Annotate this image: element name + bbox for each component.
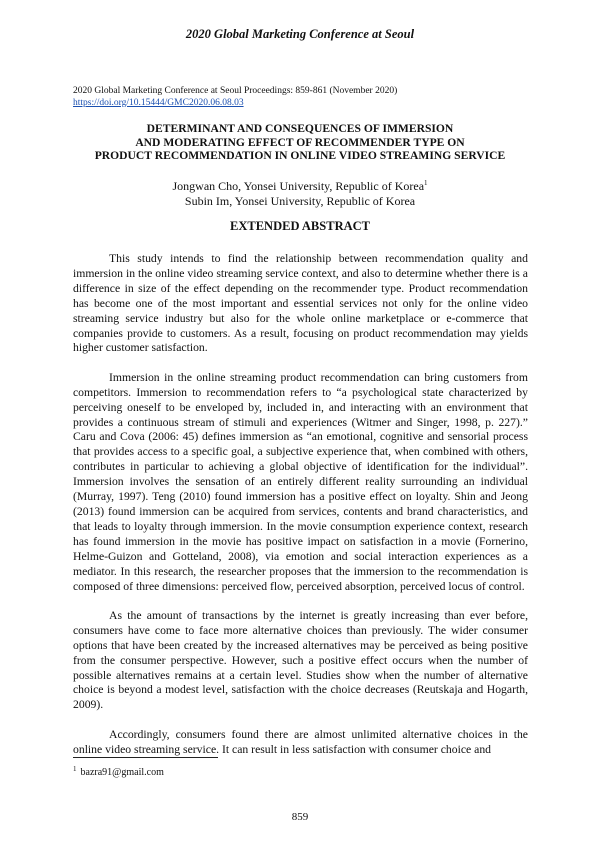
proceedings-citation: 2020 Global Marketing Conference at Seoul Proceedings: 859-861 (November 2020) [73,86,398,96]
paragraph-2: Immersion in the online streaming product recommendation can bring customers from competitors. Immersion to recommendation refers to “a psychological state characterized by perceiving oneself to be enveloped by, included in, and interacting with an environment that provides a continuous stream of stimuli and experiences (Witmer and Singer, 1998, p. 227).” Caru and Cova (2006: 45) defines immersion as “an emotional, cognitive and sensorial process that provides access to a specific goal, a subjective experience that, when combined with others, contributes in particular to achieving a global objective of identification for the individual”. Immersion involves the sensation of an entirely different reality surrounding an individual (Murray, 1997). Teng (2010) found immersion has a positive effect on loyalty. Shin and Jeong (2013) found immersion can be acquired from services, contents and brand characteristics, and that leads to loyalty through immersion. In the movie consumption experience context, research has found immersion in the movie has positive impact on satisfaction in a movie (Fornerino, Helme-Guizon and Gotteland, 2008), via emotion and social interaction experiences as a mediator. In this research, the researcher proposes that the immersion to the recommendation is composed of three dimensions: perceived flow, perceived absorption, perceived locus of control. [73,370,528,593]
title-line-2: AND MODERATING EFFECT OF RECOMMENDER TYPE ON [135,135,465,149]
author-block [40,176,560,209]
author-2: Subin Im, Yonsei University, Republic of Korea [184,194,416,208]
author-line-2 [40,194,560,209]
author-1-footnote-mark: 1 [424,179,428,187]
title-line-3: PRODUCT RECOMMENDATION IN ONLINE VIDEO STREAMING SERVICE [94,149,506,162]
author-1: Jongwan Cho, Yonsei University, Republic of Korea [172,179,425,193]
footnote-email: bazra91@gmail.com [80,767,164,778]
footnote-mark: 1 [73,765,77,773]
page-number: 859 [291,811,309,823]
title-line-1: DETERMINANT AND CONSEQUENCES OF IMMERSION [146,122,454,135]
running-head: 2020 Global Marketing Conference at Seoul [185,27,415,41]
section-heading: EXTENDED ABSTRACT [230,219,370,233]
footnote-divider [73,757,218,758]
doi-link[interactable]: https://doi.org/10.15444/GMC2020.06.08.03 [73,97,244,108]
proceedings-info [73,86,397,109]
abstract-body [73,252,528,772]
paper-title [40,122,560,163]
author-line-1 [40,176,560,194]
footnote [73,765,164,778]
paragraph-3: As the amount of transactions by the internet is greatly increasing than ever before, consumers have come to face more alternative choices than previously. The wider consumer options that have been created by the increased alternatives may be perceived as being positive from the consumer perspective. However, such a positive effect occurs when the number of possible alternatives remains at a certain level. Studies show when the number of alternative choice is beyond a modest level, satisfaction with the choice decreases (Reutskaja and Hogarth, 2009). [73,608,528,712]
paragraph-1: This study intends to find the relationship between recommendation quality and immersion in the online video streaming service context, and also to determine whether there is a difference in size of the effect depending on the recommender type. Product recommendation has become one of the most important and essential services not only for the online video streaming service industry but also for the whole online marketplace or e-commerce that companies provide to customers. As a result, focusing on product recommendation may yields higher customer satisfaction. [73,252,528,355]
paragraph-4: Accordingly, consumers found there are almost unlimited alternative choices in the online video streaming service. It can result in less satisfaction with consumer choice and [73,727,528,756]
